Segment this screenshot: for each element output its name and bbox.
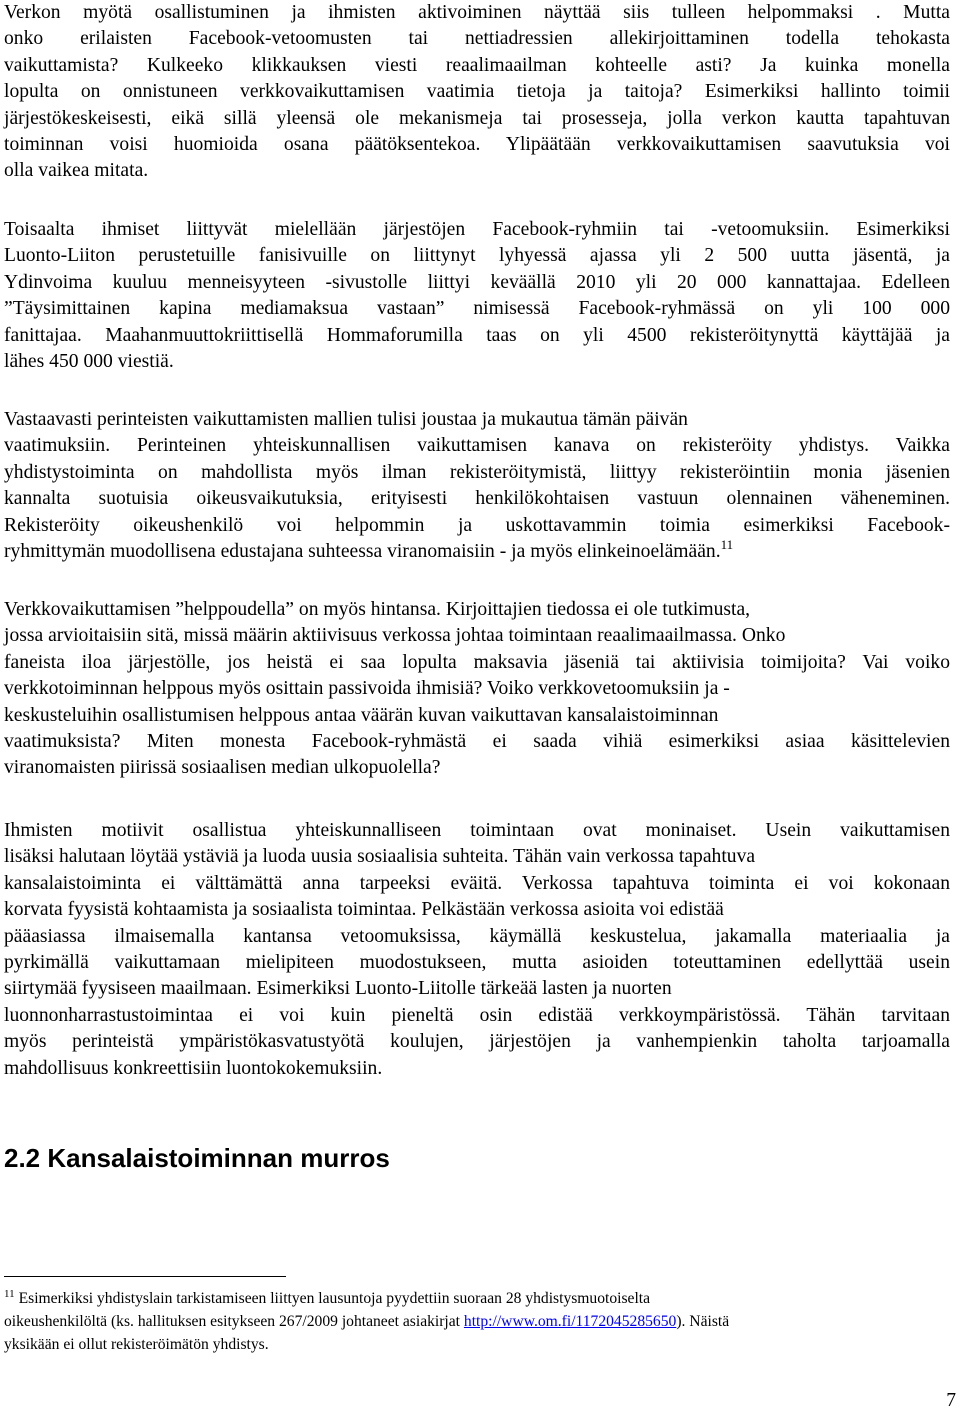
text-line-content: ryhmittymän muodollisena edustajana suhteessa viranomaisiin - ja myös elinkeinoelämään. bbox=[4, 541, 721, 563]
paragraph-2 bbox=[4, 217, 950, 375]
text-line: onko erilaisten Facebook-vetoomusten tai nettiadressien allekirjoittaminen todella tehokasta bbox=[4, 28, 950, 50]
text-line: lisäksi halutaan löytää ystäviä ja luoda uusia sosiaalisia suhteita. Tähän vain verkossa tapahtuva bbox=[4, 846, 756, 868]
text-line: korvata fyysistä kohtaamista ja sosiaalista toimintaa. Pelkästään verkossa asioita voi edistää bbox=[4, 899, 724, 921]
section-heading: 2.2 Kansalaistoiminnan murros bbox=[4, 1143, 390, 1173]
footnote-reference[interactable]: 11 bbox=[720, 537, 734, 553]
text-line: siirtymää fyysiseen maailmaan. Esimerkiksi Luonto-Liitolle tärkeää lasten ja nuorten bbox=[4, 978, 672, 1000]
text-line: Ihmisten motiivit osallistua yhteiskunnalliseen toimintaan ovat moninaiset. Usein vaikuttamisen bbox=[4, 820, 950, 841]
text-line: mahdollisuus konkreettisiin luontokokemuksiin. bbox=[4, 1057, 383, 1079]
text-line: viranomaisten piirissä sosiaalisen median ulkopuolella? bbox=[4, 757, 441, 779]
paragraph-3 bbox=[4, 407, 950, 565]
footnote-number: 11 bbox=[4, 1287, 15, 1300]
text-line: Luonto-Liiton perustetuille fanisivuille on liittynyt lyhyessä ajassa yli 2 500 uutta jäsentä, ja bbox=[4, 245, 950, 267]
paragraph-1 bbox=[4, 0, 950, 185]
footnote-text: ). Näistä bbox=[676, 1313, 730, 1330]
paragraph-5 bbox=[4, 818, 950, 1082]
footnote-line bbox=[4, 1310, 950, 1333]
text-line: järjestökeskeisesti, eikä sillä yleensä ole mekanismeja tai prosesseja, jolla verkon kautta tapahtuvan bbox=[4, 107, 950, 129]
text-line: verkkotoiminnan helppous myös osittain passivoida ihmisiä? Voiko verkkovetoomuksiin ja - bbox=[4, 678, 730, 700]
text-line: Verkon myötä osallistuminen ja ihmisten aktivoiminen näyttää siis tulleen helpommaksi . Mutta bbox=[4, 2, 950, 23]
text-line: Toisaalta ihmiset liittyvät mielellään järjestöjen Facebook-ryhmiin tai -vetoomuksiin. Esimerkiksi bbox=[4, 219, 950, 240]
text-line: toiminnan voisi huomioida osana päätöksentekoa. Ylipäätään verkkovaikuttamisen saavutuksia voi bbox=[4, 134, 950, 156]
footnote-text: oikeushenkilöltä (ks. hallituksen esitykseen 267/2009 johtaneet asiakirjat bbox=[4, 1313, 464, 1330]
text-line bbox=[4, 539, 950, 565]
text-line: Ydinvoima kuuluu menneisyyteen -sivustolle liittyi keväällä 2010 yli 20 000 kannattajaa. Edelleen bbox=[4, 271, 950, 293]
footnote-separator bbox=[4, 1276, 286, 1277]
footnote-line: yksikään ei ollut rekisteröimätön yhdistys. bbox=[4, 1336, 269, 1353]
text-line: ”Täysimittainen kapina mediamaksua vastaan” nimisessä Facebook-ryhmässä on yli 100 000 bbox=[4, 298, 950, 320]
text-line: yhdistystoiminta on mahdollista myös ilman rekisteröitymistä, liittyy rekisteröintiin monia jäsenien bbox=[4, 461, 950, 483]
text-line: Verkkovaikuttamisen ”helppoudella” on myös hintansa. Kirjoittajien tiedossa ei ole tutkimusta, bbox=[4, 599, 751, 620]
text-line: luonnonharrastustoimintaa ei voi kuin pieneltä osin edistää verkkoympäristössä. Tähän tarvitaan bbox=[4, 1004, 950, 1026]
paragraph-4 bbox=[4, 597, 950, 782]
footnote bbox=[4, 1287, 950, 1356]
page-number: 7 bbox=[946, 1390, 956, 1411]
text-line: jossa arvioitaisiin sitä, missä määrin aktiivisuus verkossa johtaa toimintaan reaalimaailmassa. Onko bbox=[4, 625, 786, 647]
footnote-link[interactable]: http://www.om.fi/1172045285650 bbox=[463, 1313, 677, 1330]
text-line: kansalaistoiminta ei välttämättä anna tarpeeksi eväitä. Verkossa tapahtuva toiminta ei voi kokonaan bbox=[4, 872, 950, 894]
text-line: Rekisteröity oikeushenkilö voi helpommin ja uskottavammin toimia esimerkiksi Facebook- bbox=[4, 514, 950, 536]
text-line: lopulta on onnistuneen verkkovaikuttamisen vaatimia tietoja ja taitoja? Esimerkiksi hallinto toimii bbox=[4, 81, 950, 103]
text-line: Vastaavasti perinteisten vaikuttamisten mallien tulisi joustaa ja mukautua tämän päivän bbox=[4, 409, 688, 430]
text-line: olla vaikea mitata. bbox=[4, 160, 149, 182]
text-line: faneista iloa järjestölle, jos heistä ei saa lopulta maksavia jäseniä tai aktiivisia toimijoita? Vai voiko bbox=[4, 651, 950, 673]
text-line: lähes 450 000 viestiä. bbox=[4, 351, 174, 373]
text-line: pyrkimällä vaikuttamaan mielipiteen muodostukseen, mutta asioiden toteuttaminen edellyttää usein bbox=[4, 952, 950, 974]
text-line: vaikuttamista? Kulkeeko klikkauksen viesti reaalimaailman kohteelle asti? Ja kuinka monella bbox=[4, 54, 950, 76]
text-line: vaatimuksista? Miten monesta Facebook-ryhmästä ei saada vihiä esimerkiksi asiaa käsittelevien bbox=[4, 731, 950, 753]
footnote-line bbox=[4, 1287, 950, 1310]
footnote-text: Esimerkiksi yhdistyslain tarkistamiseen liittyen lausuntoja pyydettiin suoraan 28 yhdistysmuotoiselta bbox=[18, 1290, 651, 1307]
text-line: vaatimuksiin. Perinteinen yhteiskunnallisen vaikuttamisen kanava on rekisteröity yhdistys. Vaikka bbox=[4, 435, 950, 457]
text-line: myös perinteistä ympäristökasvatustyötä koulujen, järjestöjen ja vanhempienkin taholta tarjoamalla bbox=[4, 1031, 950, 1053]
text-line: kannalta suotuisia oikeusvaikutuksia, erityisesti henkilökohtaisen vastuun olennainen väheneminen. bbox=[4, 488, 950, 510]
text-line: pääasiassa ilmaisemalla kantansa vetoomuksissa, käymällä keskustelua, jakamalla materiaalia ja bbox=[4, 925, 950, 947]
text-line: fanittajaa. Maahanmuuttokriittisellä Hommaforumilla taas on yli 4500 rekisteröitynyttä käyttäjää ja bbox=[4, 324, 950, 346]
text-line: keskusteluihin osallistumisen helppous antaa väärän kuvan vaikuttavan kansalaistoiminnan bbox=[4, 704, 719, 726]
